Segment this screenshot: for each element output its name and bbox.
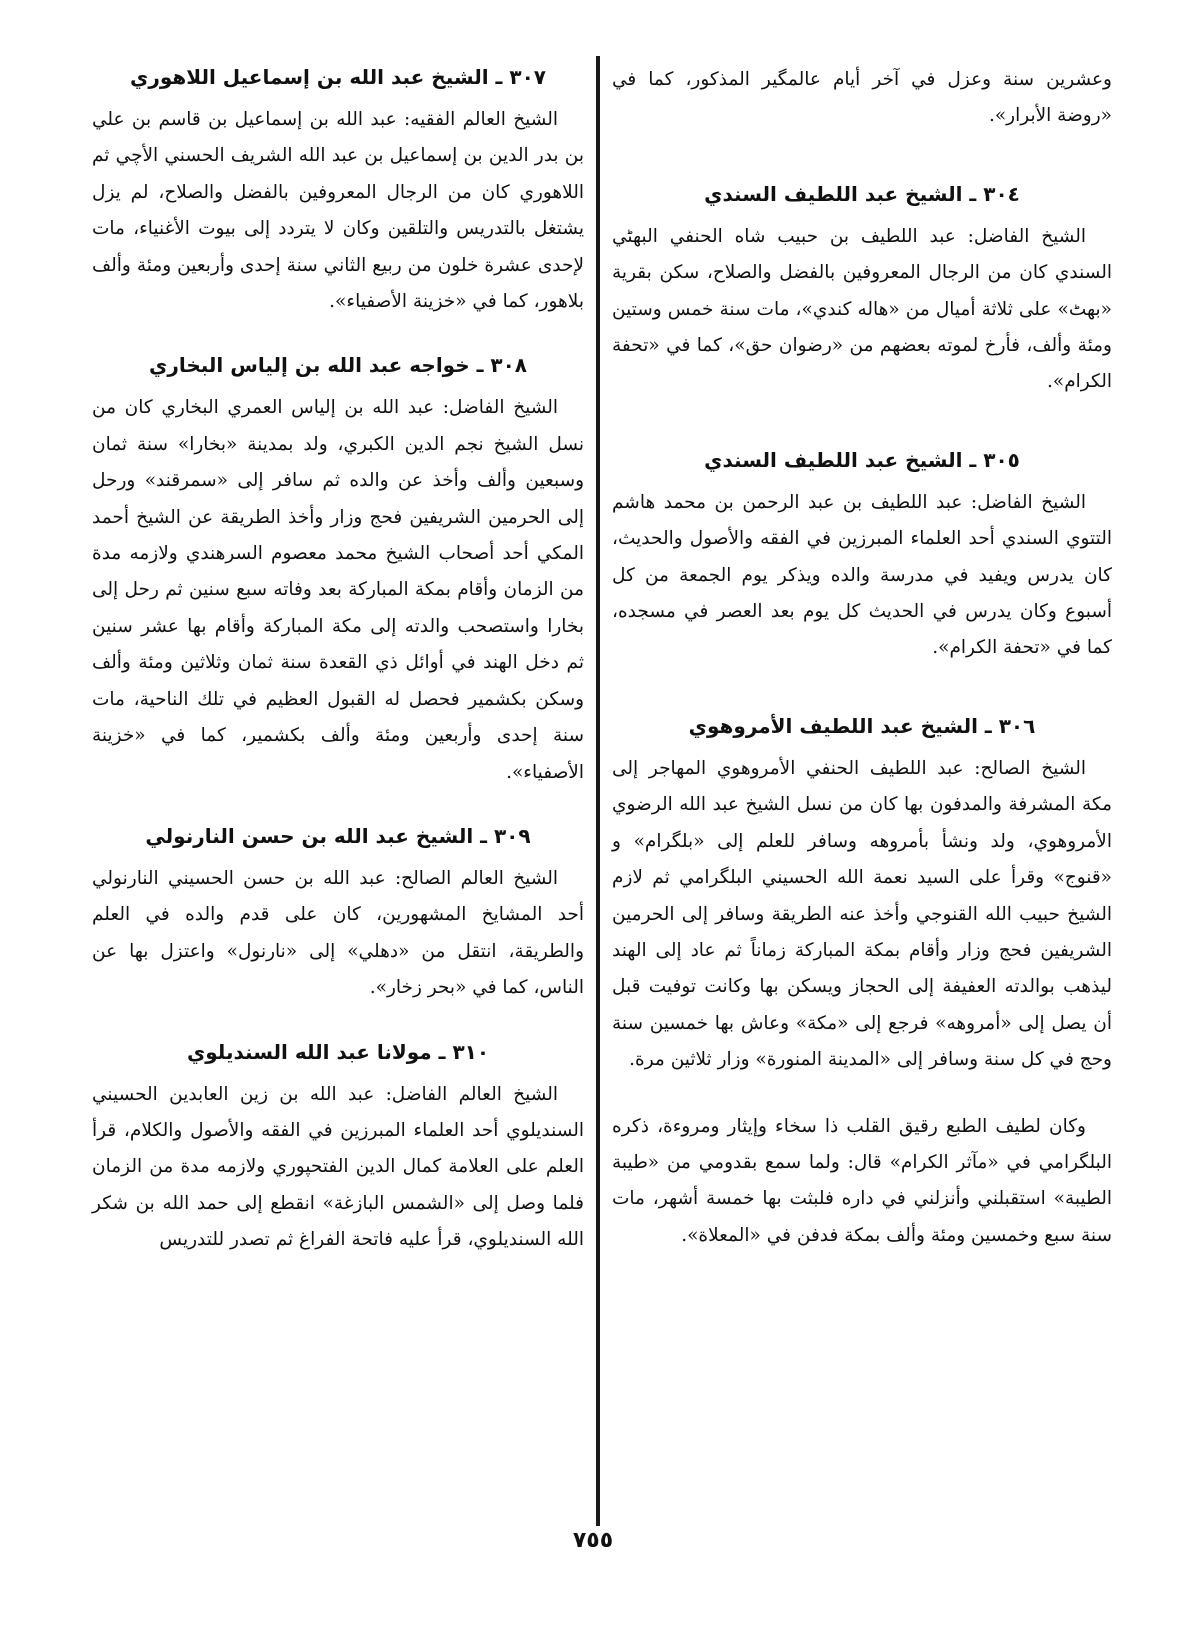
entry-paragraph-305: الشيخ الفاضل: عبد اللطيف بن عبد الرحمن بن محمد هاشم التتوي السندي أحد العلماء المبرزين في الفقه والأصول والحديث، كان يدرس ويفيد في مدرسة والده ويذكر يوم الجمعة من كل أسبوع وكان يدرس في الحديث كل يوم بعد العصر في مسجده، كما في «تحفة الكرام». (612, 491, 1112, 659)
title-gap (612, 475, 1112, 485)
title-gap (612, 209, 1112, 219)
title-gap (92, 380, 584, 390)
page-number: ٧٥٥ (572, 1528, 614, 1553)
left-column (92, 62, 584, 1259)
section-gap (612, 135, 1112, 179)
entry-title-304: ٣٠٤ ـ الشيخ عبد اللطيف السندي (704, 181, 1020, 206)
entry-paragraph-304: الشيخ الفاضل: عبد اللطيف بن حبيب شاه الحنفي البهٹي السندي كان من الرجال المعروفين بالفضل والصلاح، سكن بقرية «بهٹ» على ثلاثة أميال من «هاله كندي»، مات سنة خمس وستين ومئة وألف، فأرخ لموته بعضهم من «رضوان حق»، كما في «تحفة الكرام». (612, 225, 1112, 393)
entry-paragraph-309: الشيخ العالم الصالح: عبد الله بن حسن الحسيني النارنولي أحد المشايخ المشهورين، كان على قدم والده في العلم والطريقة، انتقل من «دهلي» إلى «نارنول» واعتزل بها عن الناس، كما في «بحر زخار». (92, 867, 584, 999)
title-gap (92, 1067, 584, 1077)
entry-title-310: ٣١٠ ـ مولانا عبد الله السنديلوي (186, 1039, 490, 1064)
section-gap (612, 401, 1112, 445)
entry-title-309: ٣٠٩ ـ الشيخ عبد الله بن حسن النارنولي (145, 823, 531, 848)
entry-paragraph-308: الشيخ الفاضل: عبد الله بن إلياس العمري البخاري كان من نسل الشيخ نجم الدين الكبري، ولد بمدينة «بخارا» سنة ثمان وسبعين وألف وأخذ عن والده ثم سافر إلى «سمرقند» ورحل إلى الحرمين الشريفين فحج وزار وأخذ الطريقة عن الشيخ أحمد المكي أحد أصحاب الشيخ محمد معصوم السرهندي ولازمه مدة من الزمان وأقام بمكة المباركة بعد وفاته سبع سنين ثم رحل إلى بخارا واستصحب والدته إلى مكة المباركة وأقام بها عشر سنين ثم دخل الهند في أوائل ذي القعدة سنة ثمان وثلاثين ومئة وألف وسكن بكشمير فحصل له القبول العظيم في تلك الناحية، مات سنة إحدى وأربعين ومئة وألف بكشمير، كما في «خزينة الأصفياء». (92, 397, 585, 783)
title-gap (612, 741, 1112, 751)
paragraph-gap (612, 1079, 1112, 1109)
entry-title-306: ٣٠٦ ـ الشيخ عبد اللطيف الأمروهوي (688, 713, 1036, 738)
section-gap (612, 667, 1112, 711)
section-gap (92, 320, 584, 350)
column-divider (596, 56, 600, 1526)
entry-paragraph-306-b: وكان لطيف الطبع رقيق القلب ذا سخاء وإيثار ومروءة، ذكره البلگرامي في «مآثر الكرام» قال: ولما سمع بقدومي من «طيبة الطيبة» استقبلني وأنزلني في داره فلبثت بها خمسة أشهر، مات سنة سبع وخمسين ومئة وألف بمكة فدفن في «المعلاة». (612, 1115, 1112, 1246)
title-gap (92, 851, 584, 861)
section-gap (92, 791, 584, 821)
title-gap (92, 92, 584, 102)
section-gap (92, 1007, 584, 1037)
continuation-text: وعشرين سنة وعزل في آخر أيام عالمگير المذكور، كما في «روضة الأبرار». (612, 69, 1112, 127)
entry-title-305: ٣٠٥ ـ الشيخ عبد اللطيف السندي (704, 447, 1020, 472)
entry-paragraph-306-a: الشيخ الصالح: عبد اللطيف الحنفي الأمروهوي المهاجر إلى مكة المشرفة والمدفون بها كان من نسل الشيخ عبد الله الرضوي الأمروهوي، ولد ونشأ بأمروهه وسافر للعلم إلى «بلگرام» و «قنوج» وقرأ على السيد نعمة الله الحسيني البلگرامي ثم لازم الشيخ حبيب الله القنوجي وأخذ عنه الطريقة وسافر إلى الحرمين الشريفين فحج وزار وأقام بمكة المباركة زماناً ثم عاد إلى الهند ليذهب بوالدته العفيفة إلى الحجاز ويسكن بها وكانت توفيت قبل أن يصل إلى «أمروهه» فرجع إلى «مكة» وعاش بها خمسين سنة وحج في كل سنة وسافر إلى «المدينة المنورة» وزار ثلاثين مرة. (612, 757, 1113, 1071)
right-column (612, 62, 1112, 1254)
entry-paragraph-307: الشيخ العالم الفقيه: عبد الله بن إسماعيل بن قاسم بن علي بن بدر الدين بن إسماعيل بن عبد الله الشريف الحسني الأچي ثم اللاهوري كان من الرجال المعروفين بالفضل والصلاح، لم يزل يشتغل بالتدريس والتلقين وكان لا يتردد إلى بيوت الأغنياء، مات لإحدى عشرة خلون من ربيع الثاني سنة إحدى وأربعين ومئة وألف بلاهور، كما في «خزينة الأصفياء». (92, 109, 584, 313)
entry-title-308: ٣٠٨ ـ خواجه عبد الله بن إلياس البخاري (148, 353, 528, 378)
entry-paragraph-310: الشيخ العالم الفاضل: عبد الله بن زين العابدين الحسيني السنديلوي أحد العلماء المبرزين في الفقه والأصول والكلام، قرأ العلم على العلامة كمال الدين الفتحپوري ولازمه مدة من الزمان فلما وصل إلى «الشمس البازغة» انقطع إلى حمد الله بن شكر الله السنديلوي، قرأ عليه فاتحة الفراغ ثم تصدر للتدريس (92, 1083, 584, 1251)
entry-title-307: ٣٠٧ ـ الشيخ عبد الله بن إسماعيل اللاهوري (130, 65, 546, 89)
